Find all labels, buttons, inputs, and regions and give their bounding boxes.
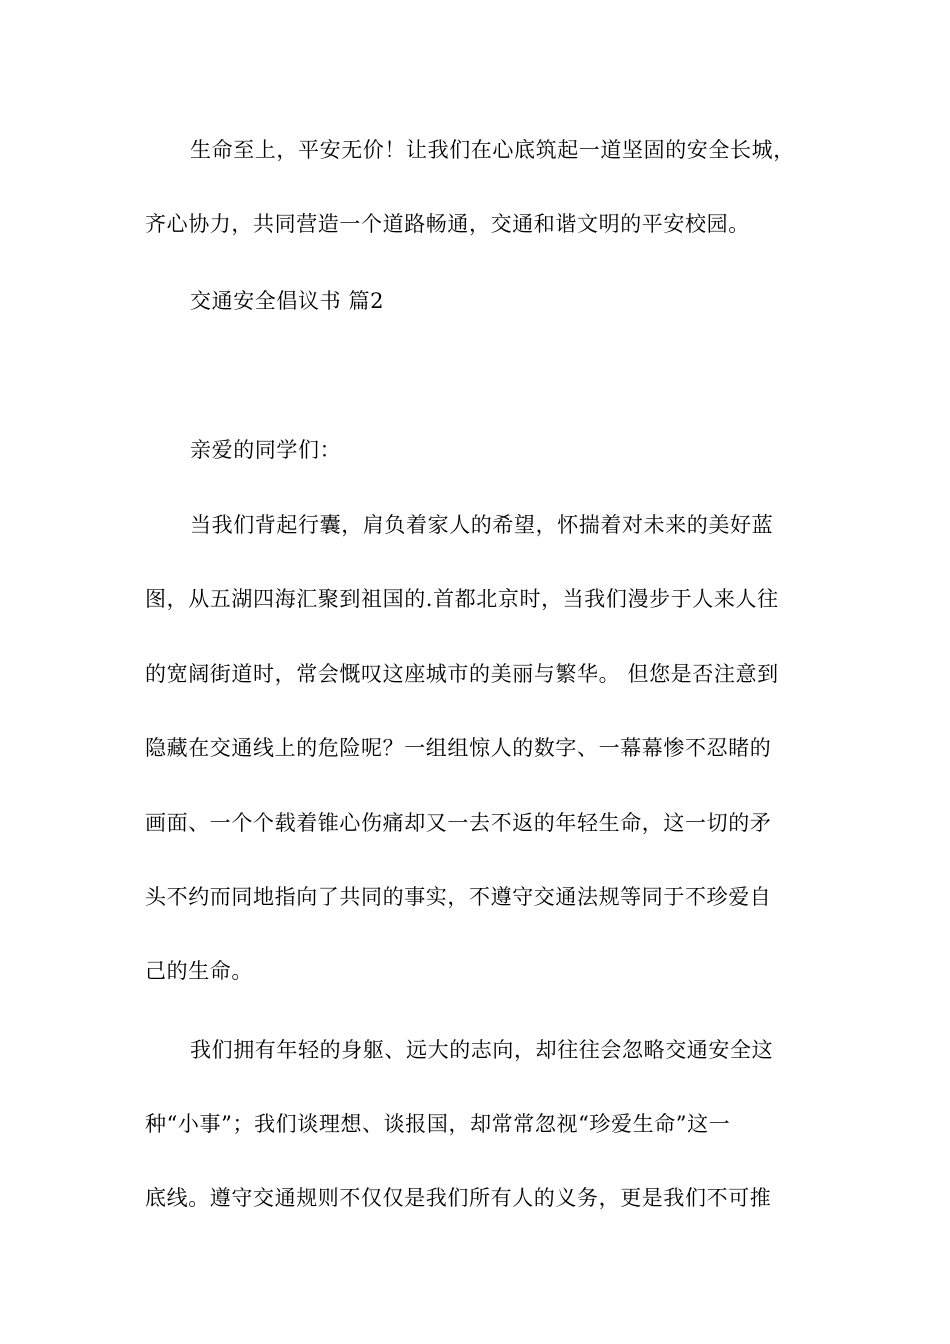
paragraph-line-8: 头不约而同地指向了共同的事实，不遵守交通法规等同于不珍爱自	[145, 885, 772, 909]
paragraph-line-11: 种“小事”；我们谈理想、谈报国，却常常忽视“珍爱生命”这一	[145, 1112, 731, 1136]
paragraph-line-1: 生命至上，平安无价！让我们在心底筑起一道坚固的安全长城，	[190, 138, 795, 162]
paragraph-line-7: 画面、一个个载着锥心伤痛却又一去不返的年轻生命，这一切的矛	[145, 811, 772, 835]
paragraph-line-4: 图，从五湖四海汇聚到祖国的.首都北京时，当我们漫步于人来人往	[145, 587, 779, 611]
salutation: 亲爱的同学们：	[190, 438, 342, 462]
paragraph-line-6: 隐藏在交通线上的危险呢？一组组惊人的数字、一幕幕惨不忍睹的	[145, 736, 772, 760]
paragraph-line-12: 底线。遵守交通规则不仅仅是我们所有人的义务，更是我们不可推	[145, 1186, 772, 1210]
paragraph-line-2: 齐心协力，共同营造一个道路畅通，交通和谐文明的平安校园。	[145, 212, 750, 236]
paragraph-line-9: 己的生命。	[145, 959, 253, 983]
paragraph-line-10: 我们拥有年轻的身躯、远大的志向，却往往会忽略交通安全这	[190, 1038, 774, 1062]
paragraph-line-3: 当我们背起行囊，肩负着家人的希望，怀揣着对未来的美好蓝	[190, 513, 774, 537]
section-heading: 交通安全倡议书 篇2	[190, 289, 385, 313]
paragraph-line-5: 的宽阔街道时，常会慨叹这座城市的美丽与繁华。 但您是否注意到	[145, 662, 779, 686]
